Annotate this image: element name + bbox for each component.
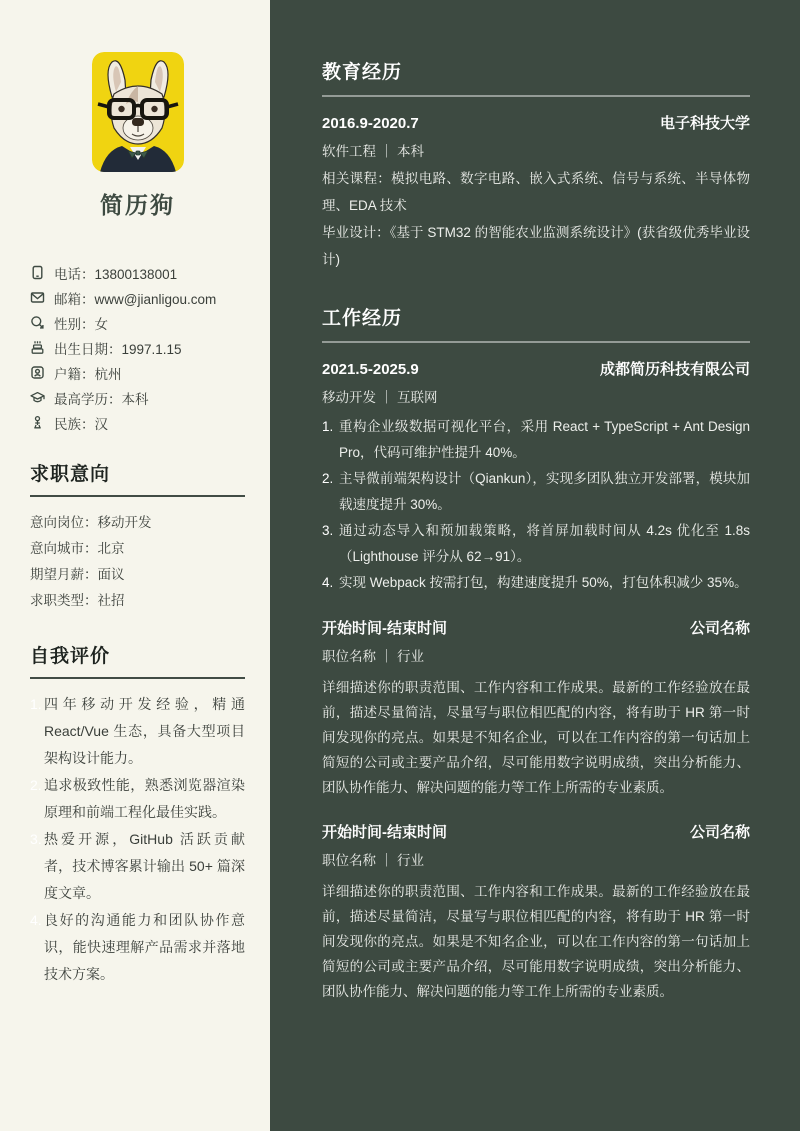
work-experience-section <box>322 303 750 1004</box>
work-achievement: 通过动态导入和预加载策略，将首屏加载时间从 4.2s 优化至 1.8s（Lighthouse 评分从 62→91）。 <box>339 523 750 564</box>
work-entry <box>322 358 750 596</box>
contact-gender <box>30 310 245 335</box>
work-description: 详细描述你的职责范围、工作内容和工作成果。最新的工作经验放在最前，描述尽量简洁，尽量写与职位相匹配的内容，将有助于 HR 第一时间发现你的亮点。如果是不知名企业，可以在工作内容的第一句话加上简短的公司或主要产品介绍，尽可能用数字说明成绩，突出分析能力、团队协作能力、解决问题的能力等工作上所需的专业素质。 <box>322 680 750 795</box>
education-section <box>322 57 750 273</box>
self-evaluation-item: 热爱开源，GitHub 活跃贡献者，技术博客累计输出 50+ 篇深度文章。 <box>44 831 245 901</box>
work-period: 2021.5-2025.9 <box>322 361 419 378</box>
work-achievement: 实现 Webpack 按需打包，构建速度提升 50%，打包体积减少 35%。 <box>339 575 748 590</box>
education-thesis: 毕业设计：《基于 STM32 的智能农业监测系统设计》(获省级优秀毕业设计) <box>322 225 750 267</box>
work-experience-title: 工作经历 <box>322 303 750 343</box>
work-company: 成都简历科技有限公司 <box>599 361 750 378</box>
graduation-cap-icon <box>30 390 45 405</box>
residence-icon <box>30 365 45 380</box>
education-subtitle: 软件工程 ｜ 本科 <box>322 144 425 159</box>
work-achievement: 主导微前端架构设计（Qiankun），实现多团队独立开发部署，模块加载速度提升 30%。 <box>339 471 750 512</box>
contact-email <box>30 285 245 310</box>
avatar <box>92 52 184 172</box>
contact-residence-text: 户籍：杭州 <box>54 366 122 382</box>
work-subtitle: 移动开发 ｜ 互联网 <box>322 390 438 405</box>
education-courses: 相关课程：模拟电路、数字电路、嵌入式系统、信号与系统、半导体物理、EDA 技术 <box>322 171 750 213</box>
work-subtitle: 职位名称 ｜ 行业 <box>322 649 425 664</box>
contact-degree-text: 最高学历：本科 <box>54 391 149 407</box>
work-achievement: 重构企业级数据可视化平台，采用 React + TypeScript + Ant Design Pro，代码可维护性提升 40%。 <box>339 419 750 460</box>
work-period: 开始时间-结束时间 <box>322 824 447 841</box>
main-panel <box>270 0 800 1131</box>
job-intention-fields <box>30 510 245 614</box>
education-period: 2016.9-2020.7 <box>322 115 419 132</box>
self-evaluation-item: 四年移动开发经验，精通 React/Vue 生态，具备大型项目架构设计能力。 <box>44 696 245 766</box>
sidebar <box>0 0 270 1131</box>
birthday-icon <box>30 340 45 355</box>
phone-icon <box>30 265 45 280</box>
work-entry-placeholder <box>322 821 750 1004</box>
self-evaluation-list <box>30 691 245 988</box>
education-title: 教育经历 <box>322 57 750 97</box>
dog-avatar-illustration <box>92 52 184 172</box>
contact-birthday <box>30 335 245 360</box>
work-achievements-list <box>322 414 750 596</box>
intention-position: 意向岗位：移动开发 <box>30 515 152 530</box>
contact-degree <box>30 385 245 410</box>
contact-ethnicity-text: 民族：汉 <box>54 416 108 432</box>
contact-email-text: 邮箱：www@jianligou.com <box>54 291 217 307</box>
self-evaluation-title: 自我评价 <box>30 641 245 679</box>
contact-birthday-text: 出生日期：1997.1.15 <box>54 341 182 357</box>
work-description: 详细描述你的职责范围、工作内容和工作成果。最新的工作经验放在最前，描述尽量简洁，尽量写与职位相匹配的内容，将有助于 HR 第一时间发现你的亮点。如果是不知名企业，可以在工作内容的第一句话加上简短的公司或主要产品介绍，尽可能用数字说明成绩，突出分析能力、团队协作能力、解决问题的能力等工作上所需的专业素质。 <box>322 884 750 999</box>
work-entry-placeholder <box>322 617 750 800</box>
education-school: 电子科技大学 <box>659 115 750 132</box>
contact-phone-text: 电话：13800138001 <box>54 266 178 282</box>
gender-icon <box>30 315 45 330</box>
contact-phone <box>30 260 245 285</box>
job-intention-title: 求职意向 <box>30 459 245 497</box>
contact-residence <box>30 360 245 385</box>
intention-salary: 期望月薪：面议 <box>30 567 125 582</box>
self-evaluation-item: 追求极致性能，熟悉浏览器渲染原理和前端工程化最佳实践。 <box>44 777 245 820</box>
work-company: 公司名称 <box>689 620 750 637</box>
self-evaluation-item: 良好的沟通能力和团队协作意识，能快速理解产品需求并落地技术方案。 <box>44 912 245 982</box>
contact-ethnicity <box>30 410 245 435</box>
mail-icon <box>30 290 45 305</box>
intention-type: 求职类型：社招 <box>30 593 125 608</box>
contact-gender-text: 性别：女 <box>54 316 108 332</box>
work-company: 公司名称 <box>689 824 750 841</box>
intention-city: 意向城市：北京 <box>30 541 125 556</box>
work-subtitle: 职位名称 ｜ 行业 <box>322 853 425 868</box>
education-entry <box>322 112 750 273</box>
contact-list <box>30 260 245 435</box>
person-icon <box>30 415 45 430</box>
person-name: 简历狗 <box>100 192 175 218</box>
work-period: 开始时间-结束时间 <box>322 620 447 637</box>
